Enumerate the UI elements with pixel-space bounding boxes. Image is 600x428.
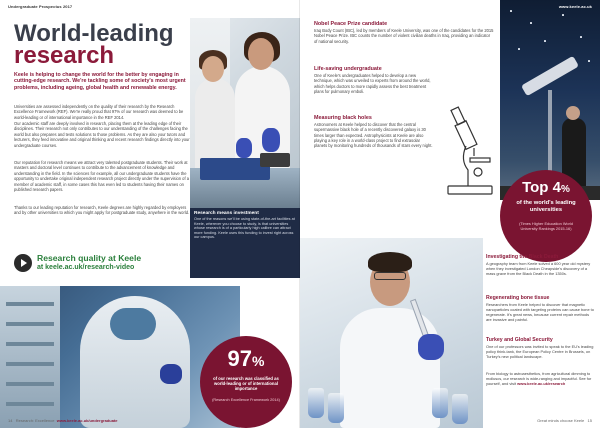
scientist-hair [368,252,412,272]
bone-section [486,295,594,322]
research-investment-box [190,208,300,278]
black-death-title: Investigating the Black Death [486,254,559,260]
freezer-rack [6,322,54,326]
headline-line-1: World-leading [14,20,174,47]
running-header-right: www.keele.ac.uk [558,4,592,9]
body-paragraph-2: Our academic staff are deeply involved in research, placing them at the leading edge of their disciplines. Their research not only contributes to our understanding of the challenges facing the world but also prepares and tests solutions to those problems. As they are also your tutors and lecturers, they feed innovative and original thinking and recent research findings directly into your undergraduate courses. [14,121,190,148]
page-headline [14,20,199,69]
blue-glove [160,364,182,384]
black-death-section [486,254,594,276]
freezer-rack [6,302,54,306]
black-holes-section [314,115,434,148]
page-number-right: 15 [587,418,592,423]
investment-box-body: One of the reasons we'll be using state-of-the-art facilities at Keele, wherever you choose to study, is that universities whose research is of a particularly high calibre can attract more funding. Keele uses this funding to invest right across our campus. [194,217,295,240]
blue-glove [418,334,444,360]
freezer-rack [6,362,54,366]
stat-top4-number [500,179,592,196]
turkey-section [486,337,594,359]
investment-box-title: Research means investment [194,211,259,216]
life-saving-title: Life-saving undergraduate [314,66,382,72]
black-holes-title: Measuring black holes [314,115,372,121]
stat-top4-circle [500,170,592,262]
nobel-body: Iraq Body Count (IBC), led by members of Keele University, was one of the candidates for the 2015 Nobel Peace Prize. IBC counts the number of violent civilian deaths in Iraq, providing an indicator of national security. [314,28,494,44]
research-video-link[interactable] [14,252,194,276]
nobel-title: Nobel Peace Prize candidate [314,21,388,27]
body-paragraph-1: Universities are assessed independently on the quality of their research by the Research Excellence Framework (REF). We're really proud that 97% of our research was deemed to be world-leading or of international importance in the REF 2014. [14,104,184,120]
flask [452,394,468,424]
footer-left-link[interactable]: www.keele.ac.uk/undergraduate [56,418,118,423]
bone-body: Researchers from Keele helped to discover that magnetic nanoparticles coated with targeting proteins can cause bone to regenerate. It's great news, because current repair methods are invasive and painful. [486,302,594,322]
star [510,10,512,12]
right-page [300,0,600,428]
flask [308,388,324,418]
freezer-rack [6,402,54,406]
black-holes-body: Astronomers at Keele helped to discover that the central supermassive black hole of a recently discovered galaxy is 30 times larger than expected. Astrophysicists at Keele are also playing a key role in a world-class project to find extrasolar planets by monitoring hundreds of thousands of stars every night. [314,122,433,149]
stat-top4-text: of the world's leading universities [516,200,576,213]
body-paragraph-3: Our reputation for research means we attract very talented postgraduate students. Their work at masters and doctoral level continues to contribute to the advancement of knowledge and understanding in the field. In the sciences for example, all our undergraduate students have the opportunity to undertake original independent research project directly under the supervision of a member of academic staff, in some cases this has even led to students having their names on published research papers. [14,160,190,193]
life-saving-section [314,66,489,94]
outro-section [486,371,594,386]
stat-top4-source: (Times Higher Education World University Rankings 2015-16) [519,221,573,231]
lab-photo [190,18,300,208]
video-title[interactable]: Research quality at Keele [37,253,142,263]
flask [432,388,448,418]
star [562,14,564,16]
safety-glasses [374,272,406,280]
stat-97-circle [200,336,292,428]
observer-head [566,106,580,120]
footer-left [8,418,117,423]
footer-right-text: Great minds choose Keele [537,418,585,423]
scientist-2-head [202,56,224,82]
play-icon[interactable] [14,254,32,272]
telescope-stand [548,90,552,180]
turkey-title: Turkey and Global Security [486,337,553,343]
stat-97-number [200,346,292,372]
face-visor [110,308,156,340]
page-number-left: 14 [8,418,13,423]
freezer-rack [6,382,54,386]
body-paragraph-4: Thanks to our leading reputation for research, Keele degrees are highly regarded by employers and by other universities to which you might apply for postgraduate study, anywhere in the world. [14,205,190,216]
star [518,48,520,50]
footer-left-text: Research: Excellence [15,418,55,423]
research-link[interactable]: www.keele.ac.uk/research [517,381,566,386]
stat-97-source: (Research Excellence Framework 2014) [212,398,280,402]
life-saving-body: One of Keele's undergraduates helped to develop a new technique, which was unveiled to experts from around the world, which helps doctors to more rapidly assess the best treatment plans for pulmonary emboli. [314,73,431,94]
lead-paragraph: Keele is helping to change the world for the better by engaging in cutting-edge research. We're tackling some of society's most urgent problems, including ageing, global health and renewable energy. [14,72,186,91]
star [580,36,582,38]
star [544,40,546,42]
black-death-body: A geography team from Keele solved a 600 year old mystery when they investigated London Cheapside's discovery of a mass grave from the Black Death in the 1350s. [486,261,591,276]
stat-top4-percent: % [560,184,570,195]
stat-top4-value: Top 4 [522,179,561,196]
blue-glove [262,128,280,152]
lab-equipment-2 [260,153,290,167]
bone-title: Regenerating bone tissue [486,295,550,301]
outro-body: From biology to astroaesthetics, from agricultural dimming to molluscs, our research is wide-ranging and impactful. See for yourself, and visit [486,371,592,386]
turkey-body: One of our professors was invited to speak to the EU's leading policy think-tank, the European Policy Centre in Brussels, on Turkey's new political landscape. [486,344,594,359]
stat-97-text: of our research was classified as world-leading or of international importance [213,376,279,391]
footer-right [537,418,592,423]
freezer-unit [0,286,60,428]
pipette-scientist-photo [300,238,483,428]
star [588,60,590,62]
star [530,22,532,24]
running-header-left: Undergraduate Prospectus 2017 [8,4,73,9]
nobel-section [314,21,494,44]
stat-97-value: 97 [227,346,253,371]
video-url[interactable]: at keele.ac.uk/research-video [37,264,135,271]
outro-text [486,371,594,386]
headline-line-2: research [14,42,115,69]
flask [328,393,344,423]
stat-97-percent: % [252,353,265,369]
freezer-rack [6,342,54,346]
blue-glove-2 [236,138,252,158]
scientist-1-head [248,38,274,70]
microscope-icon [440,100,500,200]
